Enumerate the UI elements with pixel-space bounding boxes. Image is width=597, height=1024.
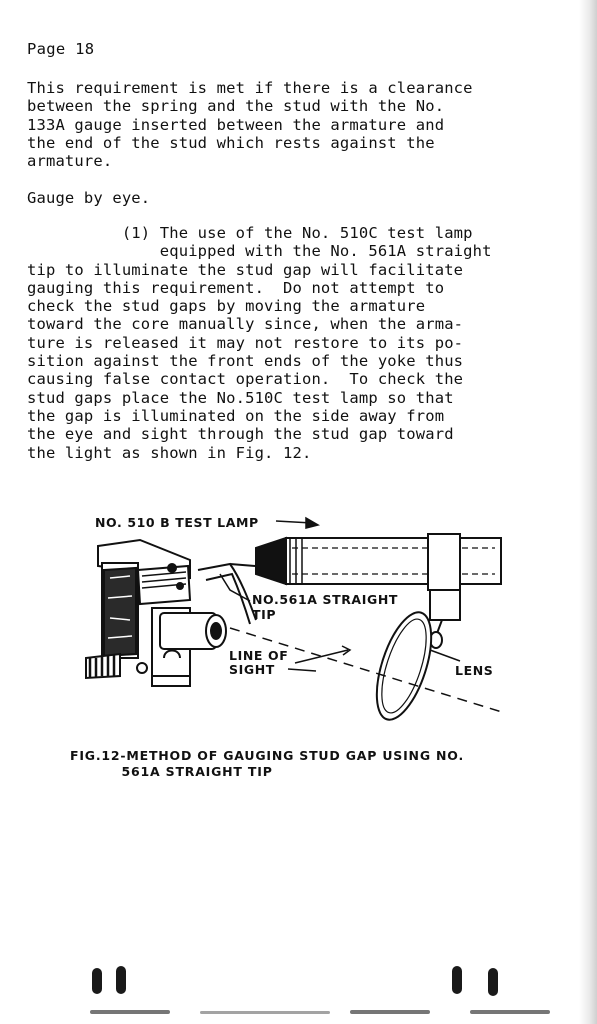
caption-line: FIG.12-METHOD OF GAUGING STUD GAP USING NO. xyxy=(70,748,464,763)
text-line: (1) The use of the No. 510C test lamp xyxy=(27,224,473,242)
lens-assembly xyxy=(366,606,442,726)
text-line: the end of the stud which rests against the xyxy=(27,133,435,152)
text-line: between the spring and the stud with the No. xyxy=(27,97,445,116)
text-line: 133A gauge inserted between the armature and xyxy=(27,115,445,134)
paragraph-test-lamp-instructions xyxy=(27,224,567,462)
paragraph-clearance-requirement xyxy=(27,79,567,170)
binder-holes xyxy=(0,960,597,1024)
figure-caption xyxy=(70,748,464,780)
page-bottom-smudge xyxy=(470,1010,550,1014)
text-line: This requirement is met if there is a clearance xyxy=(27,79,473,97)
text-line: tip to illuminate the stud gap will facilitate xyxy=(27,260,464,279)
label-lens: LENS xyxy=(455,663,494,678)
text-line: equipped with the No. 561A straight xyxy=(27,242,492,261)
text-line: stud gaps place the No.510C test lamp so that xyxy=(27,388,454,407)
page-bottom-smudge xyxy=(350,1010,430,1014)
relay-assembly xyxy=(86,540,226,686)
text-line: sition against the front ends of the yoke thus xyxy=(27,352,464,371)
text-line: causing false contact operation. To check the xyxy=(27,370,464,389)
page-number: Page 18 xyxy=(27,40,95,58)
binder-hole-right-2 xyxy=(488,968,498,996)
label-line-of-sight-line2: SIGHT xyxy=(229,662,275,677)
text-line: the light as shown in Fig. 12. xyxy=(27,443,312,462)
binder-hole-right-1 xyxy=(452,966,462,994)
paragraph-gauge-by-eye xyxy=(27,189,567,207)
page-bottom-smudge xyxy=(90,1010,170,1014)
text-line: the gap is illuminated on the side away from xyxy=(27,406,445,425)
relay-and-lamp-drawing xyxy=(80,508,520,733)
binder-hole-left-2 xyxy=(116,966,126,994)
text-line: Gauge by eye. xyxy=(27,189,151,207)
label-test-lamp: NO. 510 B TEST LAMP xyxy=(95,515,259,530)
page-edge-shadow xyxy=(579,0,597,1024)
label-straight-tip: NO.561A STRAIGHT xyxy=(252,592,399,607)
text-line: toward the core manually since, when the arma- xyxy=(27,315,464,334)
text-line: check the stud gaps by moving the armature xyxy=(27,297,426,316)
test-lamp-body xyxy=(256,534,501,620)
text-line: armature. xyxy=(27,152,113,171)
text-line: ture is released it may not restore to its po- xyxy=(27,333,464,352)
text-line: gauging this requirement. Do not attempt to xyxy=(27,278,445,297)
page-bottom-smudge xyxy=(200,1011,330,1014)
binder-hole-left-1 xyxy=(92,968,102,994)
caption-line: 561A STRAIGHT TIP xyxy=(70,764,273,779)
label-line-of-sight: LINE OF xyxy=(229,648,289,663)
text-line: the eye and sight through the stud gap toward xyxy=(27,425,454,444)
label-straight-tip-line2: TIP xyxy=(252,607,277,622)
fig12-illustration xyxy=(80,508,520,733)
